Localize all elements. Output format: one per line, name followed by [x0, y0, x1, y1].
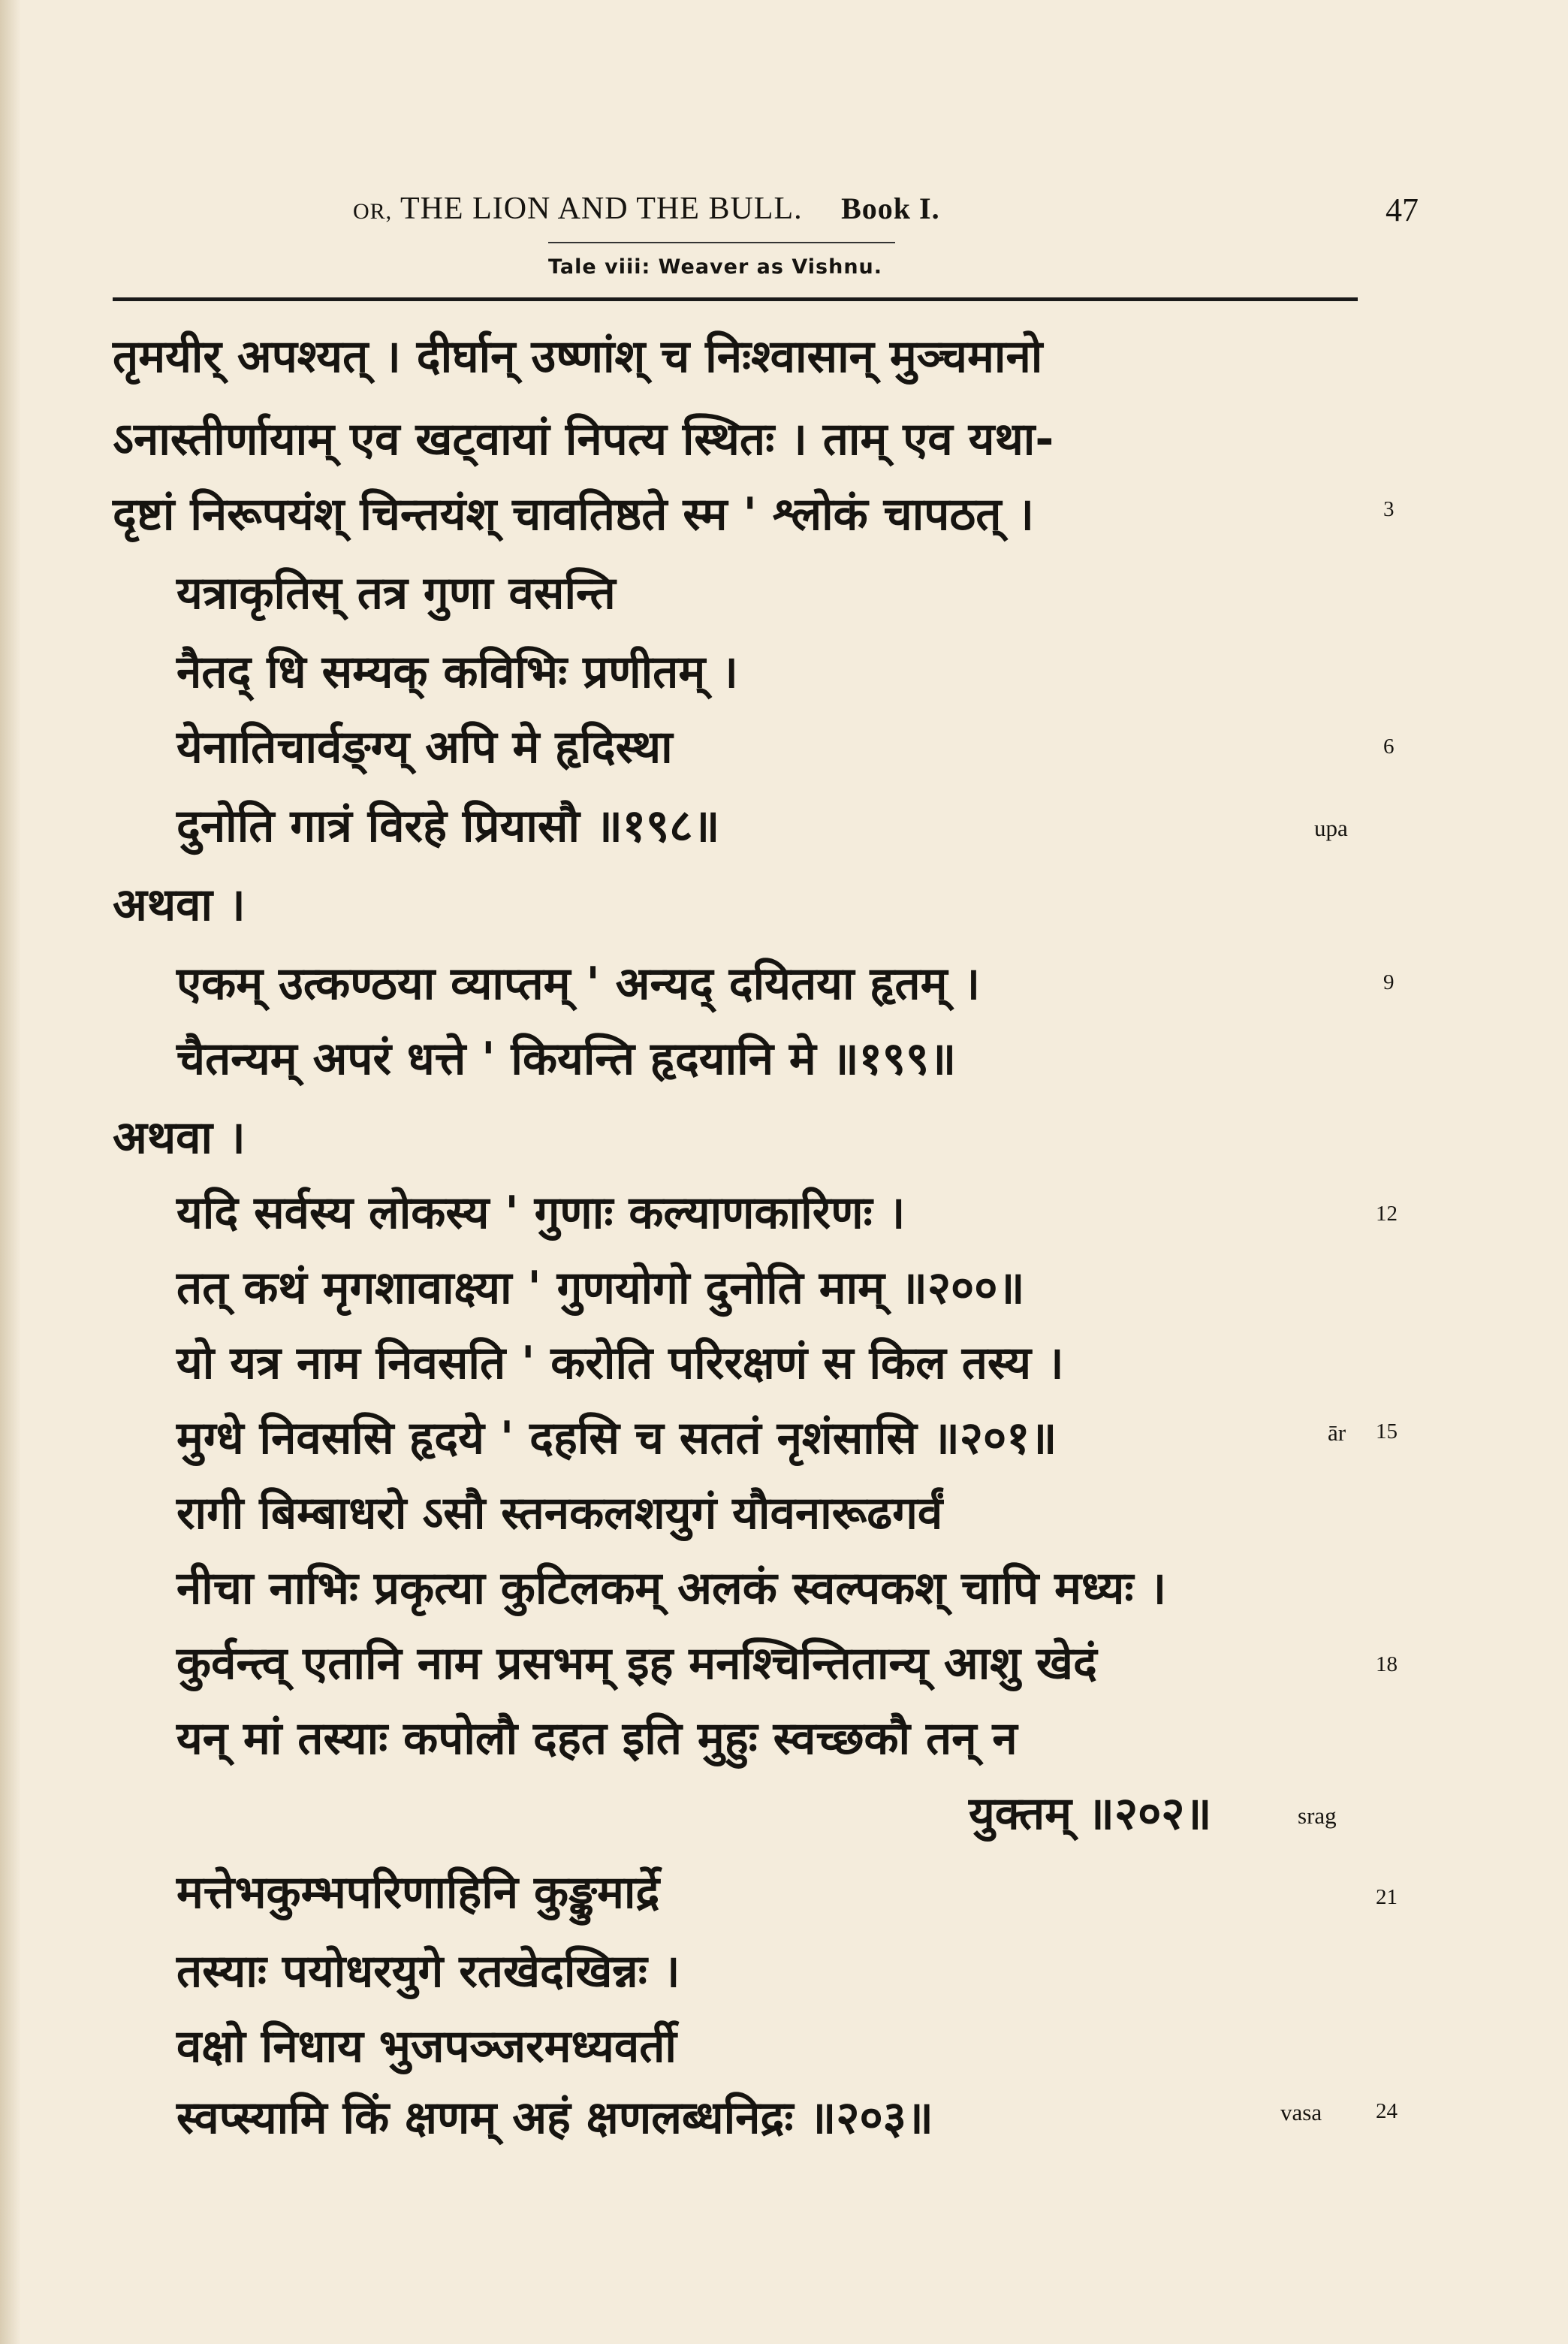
verse-line: चैतन्यम् अपरं धत्ते ' कियन्ति हृदयानि मे ॥१९९॥ [176, 1033, 957, 1085]
verse-line: मुग्धे निवससि हृदये ' दहसि च सततं नृशंसासि ॥२०१॥ [176, 1412, 1057, 1465]
verse-line: यन् मां तस्याः कपोलौ दहत इति मुहुः स्वच्छकौ तन् न [176, 1712, 1018, 1765]
header-book: Book I. [841, 192, 940, 225]
text-line: ऽनास्तीर्णायाम् एव खट्वायां निपत्य स्थितः । ताम् एव यथा- [113, 413, 1054, 466]
verse-line: नैतद् धि सम्यक् कविभिः प्रणीतम् । [176, 646, 738, 698]
tale-subtitle: Tale viii: Weaver as Vishnu. [548, 255, 883, 279]
text-line: दृष्टां निरूपयंश् चिन्तयंश् चावतिष्ठते स्म ' श्लोकं चापठत् । [113, 488, 1035, 541]
page-gutter-shadow [0, 0, 21, 2344]
line-number: 24 [1376, 2099, 1398, 2123]
verse-line: एकम् उत्कण्ठया व्याप्तम् ' अन्यद् दयितया हृतम् । [176, 958, 981, 1010]
verse-line: येनातिचार्वङ्ग्य् अपि मे हृदिस्था [176, 721, 673, 774]
verse-line: यत्राकृतिस् तत्र गुणा वसन्ति [176, 567, 616, 620]
verse-line: स्वप्स्यामि किं क्षणम् अहं क्षणलब्धनिद्रः ॥२०३॥ [176, 2092, 933, 2144]
verse-line: नीचा नाभिः प्रकृत्या कुटिलकम् अलकं स्वल्पकश् चापि मध्यः । [176, 1562, 1167, 1615]
line-number: 21 [1376, 1885, 1398, 1909]
verse-line: वक्षो निधाय भुजपञ्जरमध्यवर्ती [176, 2020, 677, 2073]
text-line: अथवा । [113, 879, 246, 931]
header-prefix: OR, [353, 199, 393, 224]
metre-label: ār [1328, 1419, 1346, 1446]
text-line: अथवा । [113, 1112, 246, 1164]
line-number: 18 [1376, 1652, 1398, 1676]
verse-line: रागी बिम्बाधरो ऽसौ स्तनकलशयुगं यौवनारूढगर्वं [176, 1487, 943, 1540]
verse-line: मत्तेभकुम्भपरिणाहिनि कुङ्कुमार्द्रे [176, 1866, 660, 1919]
verse-line: यो यत्र नाम निवसति ' करोति परिरक्षणं स किल तस्य । [176, 1337, 1064, 1389]
verse-line: दुनोति गात्रं विरहे प्रियासौ ॥१९८॥ [176, 800, 720, 852]
line-number: 3 [1383, 497, 1395, 521]
header-title-text: THE LION AND THE BULL. [400, 192, 803, 226]
line-number: 15 [1376, 1419, 1398, 1444]
verse-line: तस्याः पयोधरयुगे रतखेदखिन्नः । [176, 1945, 680, 1998]
line-number: 6 [1383, 735, 1395, 759]
metre-label: upa [1314, 815, 1348, 841]
line-number: 12 [1376, 1202, 1398, 1226]
header-rule [113, 297, 1358, 301]
verse-line: तत् कथं मृगशावाक्ष्या ' गुणयोगो दुनोति माम् ॥२००॥ [176, 1262, 1025, 1314]
text-line: तृमयीर् अपश्यत् । दीर्घान् उष्णांश् च निःश्वासान् मुञ्चमानो [113, 330, 1043, 383]
metre-label: srag [1298, 1802, 1337, 1829]
page-number: 47 [1386, 192, 1419, 228]
line-number: 9 [1383, 970, 1395, 994]
metre-label: vasa [1280, 2099, 1322, 2125]
header-short-rule [548, 242, 895, 243]
running-header [353, 191, 940, 227]
verse-line: यदि सर्वस्य लोकस्य ' गुणाः कल्याणकारिणः । [176, 1187, 906, 1239]
verse-line: युक्तम् ॥२०२॥ [969, 1787, 1212, 1840]
verse-line: कुर्वन्त्व् एतानि नाम प्रसभम् इह मनश्चिन्तितान्य् आशु खेदं [176, 1637, 1097, 1690]
